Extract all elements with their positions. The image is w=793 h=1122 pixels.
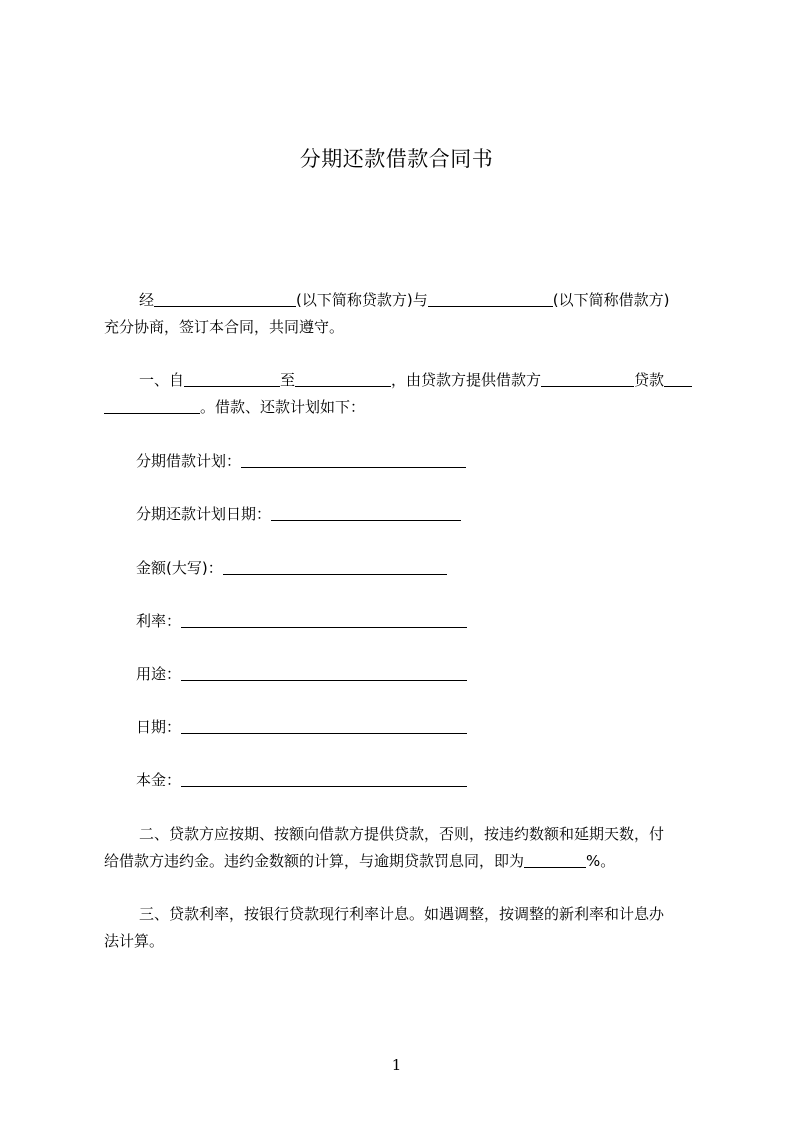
intro-line-1 [139, 289, 669, 311]
field-rate [136, 610, 467, 632]
intro-text-1: 经 [139, 291, 155, 309]
field-plan-label: 分期借款计划： [136, 452, 242, 470]
intro-text-3: (以下简称借款方) [552, 291, 670, 309]
clause2-line-1: 二、贷款方应按期、按额向借款方提供贷款，否则，按违约数额和延期天数，付 [139, 825, 665, 843]
page-number: 1 [391, 1056, 402, 1074]
end-date-blank[interactable] [295, 370, 391, 387]
clause2-text-b: %。 [586, 852, 616, 870]
intro-line-2: 充分协商，签订本合同，共同遵守。 [104, 318, 345, 336]
clause1-text-c: ，由贷款方提供借款方 [391, 371, 542, 389]
field-repay-date [136, 503, 461, 525]
field-principal-blank[interactable] [181, 770, 467, 787]
field-repay-date-label: 分期还款计划日期： [136, 505, 272, 523]
clause1-text-b: 至 [280, 371, 296, 389]
start-date-blank[interactable] [184, 370, 280, 387]
field-repay-date-blank[interactable] [271, 504, 461, 521]
field-purpose [136, 663, 467, 685]
clause1-text-e: 。借款、还款计划如下： [200, 398, 366, 416]
intro-text-2: (以下简称贷款方)与 [296, 291, 428, 309]
field-date [136, 716, 467, 738]
clause1-line-1 [139, 369, 692, 391]
field-amount-label: 金额(大写)： [136, 559, 223, 577]
clause1-text-d: 贷款 [634, 371, 665, 389]
field-amount [136, 557, 447, 579]
clause2-line-2 [104, 850, 615, 872]
field-rate-label: 利率： [136, 612, 182, 630]
loan-blank-1[interactable] [664, 370, 692, 387]
loan-type-blank[interactable] [541, 370, 634, 387]
clause1-text-a: 一、自 [139, 371, 185, 389]
clause3-line-1: 三、贷款利率，按银行贷款现行利率计息。如遇调整，按调整的新利率和计息办 [139, 905, 665, 923]
field-purpose-label: 用途： [136, 665, 182, 683]
clause2-text-a: 给借款方违约金。违约金数额的计算，与逾期贷款罚息同，即为 [104, 852, 525, 870]
field-purpose-blank[interactable] [181, 664, 467, 681]
field-plan [136, 450, 466, 472]
field-date-label: 日期： [136, 718, 182, 736]
field-rate-blank[interactable] [181, 611, 467, 628]
clause1-line-2 [104, 396, 365, 418]
loan-blank-2[interactable] [104, 397, 200, 414]
field-date-blank[interactable] [181, 717, 467, 734]
contract-title: 分期还款借款合同书 [299, 147, 494, 171]
field-plan-blank[interactable] [241, 451, 466, 468]
penalty-percent-blank[interactable] [524, 851, 586, 868]
clause3-line-2: 法计算。 [104, 932, 165, 950]
field-principal [136, 769, 467, 791]
lender-blank[interactable] [154, 290, 296, 307]
field-principal-label: 本金： [136, 771, 182, 789]
borrower-blank[interactable] [428, 290, 553, 307]
field-amount-blank[interactable] [223, 558, 447, 575]
